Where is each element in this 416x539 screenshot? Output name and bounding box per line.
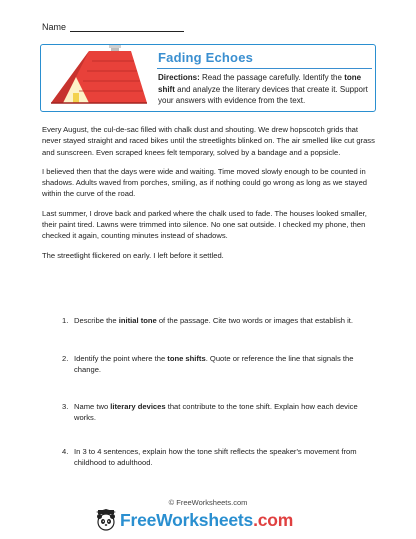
question-item (62, 315, 374, 326)
directions-part-1: Read the passage carefully. Identify the (199, 73, 345, 82)
directions-bold: tone shift (158, 73, 362, 94)
directions-label: Directions: (158, 73, 200, 82)
title-divider (157, 68, 372, 69)
panda-mascot-icon (95, 509, 117, 531)
question-item (62, 353, 374, 376)
question-item (62, 446, 374, 469)
question-number: 4. (62, 447, 69, 456)
worksheet-title: Fading Echoes (158, 50, 254, 65)
question-text: In 3 to 4 sentences, explain how the tone shift reflects the speaker's movement from childhood to adulthood. (74, 447, 357, 468)
directions-part-2: and analyze the literary devices that create it. Support your answers with evidence from the text. (158, 84, 368, 106)
footer-copyright-link[interactable]: © FreeWorksheets.com (168, 498, 248, 507)
name-label: Name (42, 22, 67, 32)
name-blank-line[interactable] (70, 23, 184, 32)
question-item (62, 401, 374, 424)
header-box (40, 44, 376, 112)
question-number: 2. (62, 354, 69, 363)
house-roof-icon (43, 45, 151, 107)
question-text: Identify the point where the tone shifts. Quote or reference the line that signals the change. (74, 354, 354, 375)
name-field-row (42, 22, 184, 32)
passage-paragraph: Last summer, I drove back and parked where the chalk used to fade. The houses looked smaller, their paint tired. Lawns were trimmed into silence. No one sat outside. I checked my phone, then checked it again, counting minutes instead of shadows. (42, 208, 367, 241)
passage-paragraph: The streetlight flickered on early. I left before it settled. (42, 250, 224, 260)
site-logo[interactable] (95, 509, 345, 531)
question-number: 3. (62, 402, 69, 411)
question-number: 1. (62, 316, 69, 325)
passage-paragraph: Every August, the cul-de-sac filled with chalk dust and shouting. We drew hopscotch grids that never stayed straight and raced bikes until the streetlights blinked on. The air smelled like cut grass and sunscreen. Even scraped knees felt temporary, solved by a bandage and a popsicle. (42, 125, 375, 157)
directions-text (158, 72, 374, 107)
question-text: Describe the initial tone of the passage. Cite two words or images that establish it. (74, 316, 353, 325)
logo-wordmark: FreeWorksheets.com (120, 509, 294, 530)
passage (42, 124, 378, 269)
passage-paragraph: I believed then that the days were wide and waiting. Time moved slowly enough to be counted in shadows. Adults waved from porches, smiling, as if nothing could go wrong as long as we stayed within the curve of the road. (42, 166, 368, 199)
question-text: Name two literary devices that contribute to the tone shift. Explain how each device works. (74, 402, 358, 423)
